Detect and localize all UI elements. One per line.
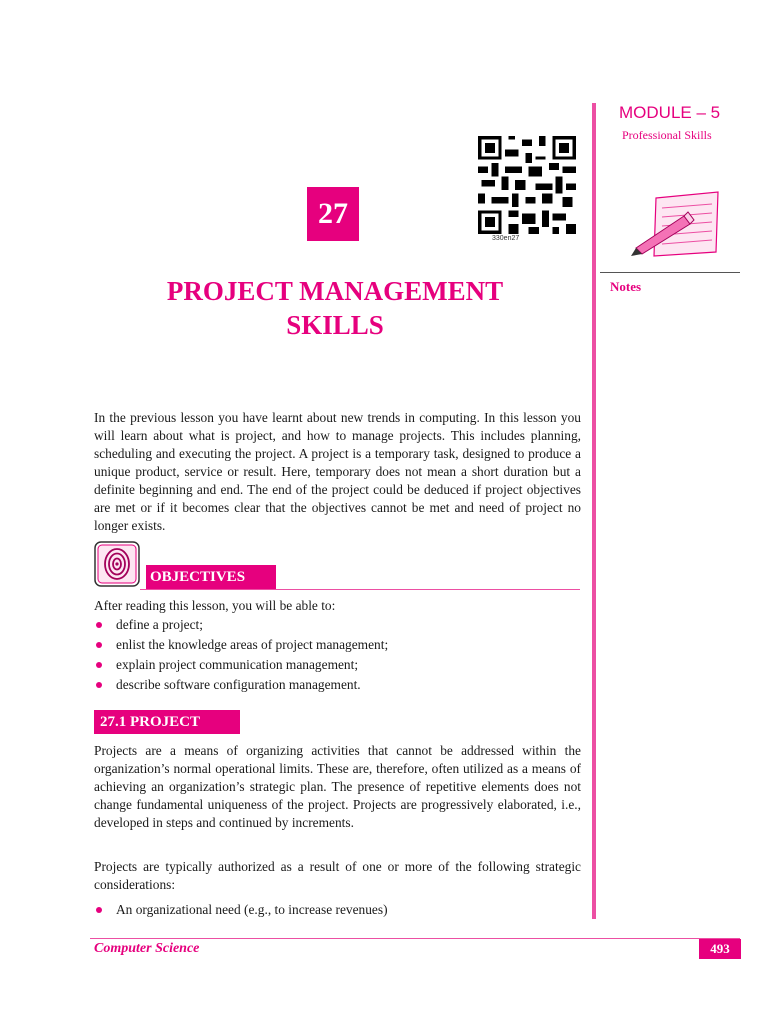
notes-divider — [600, 272, 740, 273]
notes-label: Notes — [610, 279, 642, 294]
list-item: An organizational need (e.g., to increase revenues) — [94, 900, 581, 920]
objectives-list — [94, 615, 581, 695]
list-item: enlist the knowledge areas of project management; — [94, 635, 581, 655]
chapter-number-badge: 27 — [307, 187, 359, 241]
objectives-divider — [140, 589, 580, 590]
list-item: explain project communication management; — [94, 655, 581, 675]
margin-divider-bar — [592, 103, 596, 919]
section-paragraph-1: Projects are a means of organizing activities that cannot be addressed within the organization’s normal operational limits. These are, therefore, often utilized as a means of achieving an organization’s strategic plan. The presence of repetitive elements does not change fundamental uniqueness of the project. Projects are progressively elaborated, i.e., developed in steps and continued by increments. — [94, 743, 581, 830]
qr-code-icon[interactable] — [478, 136, 576, 234]
objectives-lead: After reading this lesson, you will be able to: — [94, 598, 336, 613]
section-heading: 27.1 PROJECT — [94, 710, 240, 734]
section-paragraph-2: Projects are typically authorized as a result of one or more of the following strategic considerations: — [94, 859, 581, 892]
footer-divider — [90, 938, 740, 939]
chapter-title-line1: PROJECT MANAGEMENT — [166, 276, 504, 306]
module-label: MODULE – 5 — [619, 103, 721, 122]
footer-book-title: Computer Science — [94, 941, 200, 956]
list-item: describe software configuration management. — [94, 675, 581, 695]
chapter-title-line2: SKILLS — [286, 310, 384, 340]
target-icon — [94, 541, 140, 587]
qr-code-label: 330en27 — [492, 235, 520, 242]
considerations-list — [94, 900, 581, 920]
list-item: define a project; — [94, 615, 581, 635]
module-subtitle: Professional Skills — [622, 128, 712, 142]
page-number-badge: 493 — [699, 939, 741, 959]
objectives-heading: OBJECTIVES — [146, 565, 276, 589]
notepad-pencil-icon — [628, 190, 723, 260]
chapter-title — [90, 274, 580, 342]
intro-paragraph: In the previous lesson you have learnt about new trends in computing. In this lesson you will learn about what is project, and how to manage projects. This includes planning, scheduling and executing the project. A project is a temporary task, designed to produce a unique product, service or result. Here, temporary does not mean a short duration but a definite beginning and end. The end of the project could be deduced if project objectives are met or if it becomes clear that the objectives cannot be met and need of project no longer exists. — [94, 410, 581, 533]
